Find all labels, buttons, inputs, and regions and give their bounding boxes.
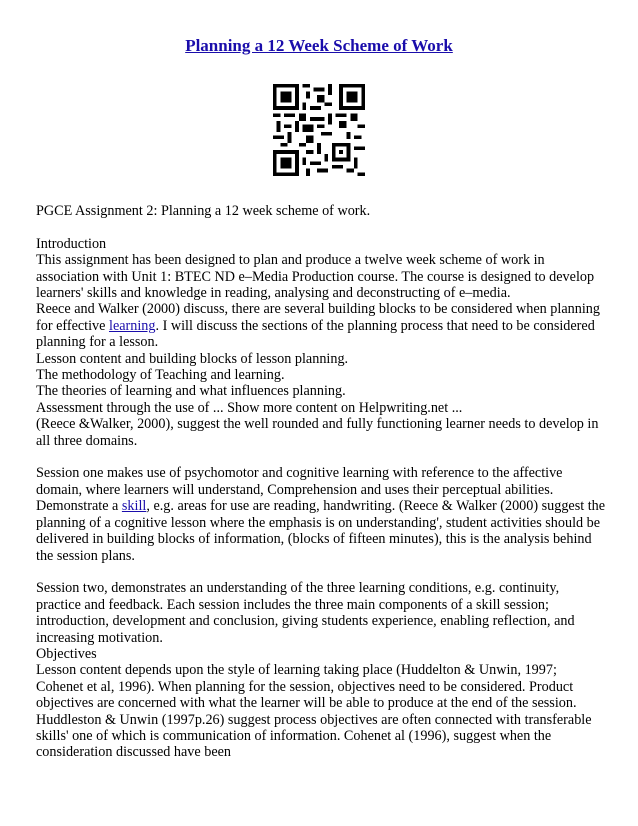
bullet-item: Lesson content and building blocks of lesson planning. (36, 350, 349, 367)
section-heading-objectives: Objectives (36, 645, 97, 662)
bullet-item: The methodology of Teaching and learning. (36, 367, 285, 384)
assignment-heading: PGCE Assignment 2: Planning a 12 week scheme of work. (36, 203, 371, 219)
paragraph: (Reece &Walker, 2000), suggest the well rounded and fully functioning learner needs to develop in all three domains. (36, 416, 599, 449)
paragraph: Lesson content depends upon the style of learning taking place (Huddelton & Unwin, 1997; Cohenet et al, 1996). When planning for the session, objectives need to be considered. Product objectives are concerned with what the learner will be able to produce at the end of the session. (36, 662, 577, 712)
skill-link[interactable]: skill (121, 498, 147, 515)
paragraph: Reece and Walker (2000) discuss, there are several building blocks to be considered when planning for effective learning. I will discuss the sections of the planning process that need to be considered planning for a lesson. (36, 301, 600, 351)
section-heading-introduction: Introduction (36, 235, 107, 252)
paragraph: Huddleston & Unwin (1997p.26) suggest process objectives are often connected with transferable skills' one of which is communication of information. Cohenet al (1996), suggest when the consideration discussed have been (36, 711, 592, 761)
bullet-item: Assessment through the use of ... Show more content on Helpwriting.net ... (36, 399, 463, 416)
paragraph: Session two, demonstrates an understanding of the three learning conditions, e.g. continuity, practice and feedback. Each session includes the three main components of a skill session; introduction, development and conclusion, giving students experience, enabling reflection, and increasing motivation. (36, 580, 575, 646)
paragraph: This assignment has been designed to plan and produce a twelve week scheme of work in association with Unit 1: BTEC ND e–Media Production course. The course is designed to develop learners' skills and knowledge in reading, analysing and deconstructing of e–media. (36, 252, 595, 302)
bullet-item: The theories of learning and what influences planning. (36, 383, 346, 400)
document-title[interactable]: Planning a 12 Week Scheme of Work (185, 36, 453, 55)
document-body (36, 203, 606, 761)
paragraph: Session one makes use of psychomotor and cognitive learning with reference to the affective domain, where learners will understand, Comprehension and uses their perceptual abilities. Demonstrate a skill, e.g. areas for use are reading, handwriting. (Reece & Walker (2000) suggest the planning of a cognitive lesson where the emphasis is on understanding', student activities should be delivered in building blocks of information, (blocks of fifteen minutes), this is the analysis behind the session plans. (36, 465, 606, 564)
qr-code (273, 84, 365, 176)
learning-link[interactable]: learning (109, 317, 156, 334)
